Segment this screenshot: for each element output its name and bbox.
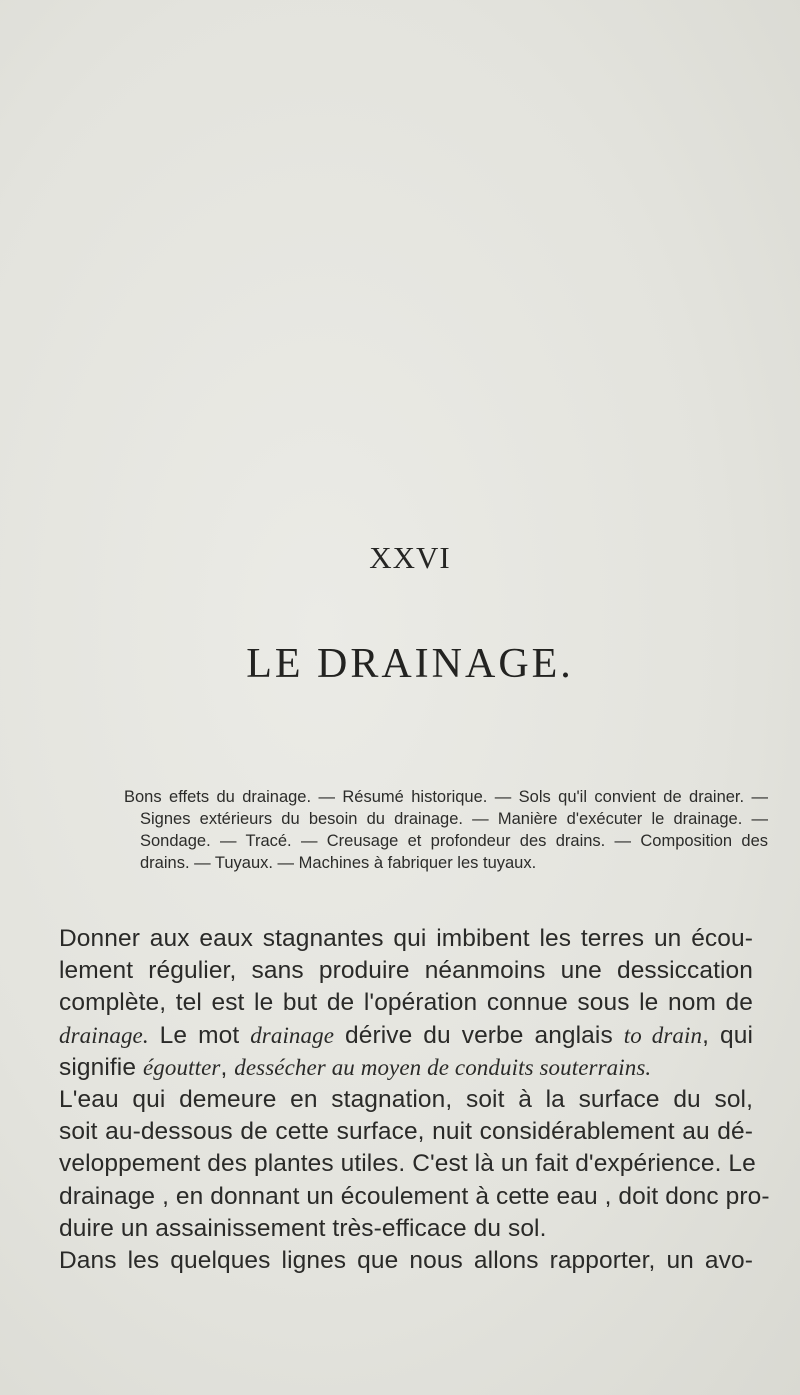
chapter-title: LE DRAINAGE. [246, 641, 574, 687]
body-fragment: , qui [702, 1021, 753, 1049]
italic-term: égoutter [142, 1054, 221, 1080]
italic-term: drainage [250, 1022, 335, 1048]
body-text [59, 923, 770, 1277]
chapter-summary: Bons effets du drainage. — Résumé historique. — Sols qu'il convient de drainer. — Signes extérieurs du besoin du drainage. — Manière d'exécuter le drainage. — Sondage. — Tracé. — Creusage et profondeur des drains. — Composition des drains. — Tuyaux. — Machines à fabriquer les tuyaux. [124, 788, 768, 872]
body-line: Dans les quelques lignes que nous allons rapporter, un avo- [59, 1247, 753, 1275]
body-line: duire un assainissement très-efficace du sol. [59, 1214, 547, 1242]
italic-term: to drain [623, 1022, 703, 1048]
italic-term: dessécher au moyen de conduits souterrains. [234, 1054, 652, 1080]
body-fragment: dérive du verbe anglais [334, 1021, 624, 1049]
italic-term: drainage. [59, 1022, 149, 1048]
body-line [59, 1052, 753, 1084]
body-fragment: signifie [59, 1053, 143, 1081]
body-line: veloppement des plantes utiles. C'est là un fait d'expérience. Le [59, 1150, 756, 1178]
body-fragment: Le mot [148, 1021, 251, 1049]
body-line: complète, tel est le but de l'opération connue sous le nom de [59, 989, 753, 1017]
chapter-number: XXVI [369, 540, 451, 575]
body-line: soit au-dessous de cette surface, nuit considérablement au dé- [59, 1118, 753, 1146]
body-line: lement régulier, sans produire néanmoins une dessiccation [59, 957, 753, 985]
body-line [59, 1020, 753, 1052]
body-line: Donner aux eaux stagnantes qui imbibent les terres un écou- [59, 925, 753, 952]
body-line: drainage , en donnant un écoulement à cette eau , doit donc pro- [59, 1182, 770, 1210]
body-fragment: , [220, 1053, 235, 1081]
body-line: L'eau qui demeure en stagnation, soit à la surface du sol, [59, 1086, 753, 1114]
